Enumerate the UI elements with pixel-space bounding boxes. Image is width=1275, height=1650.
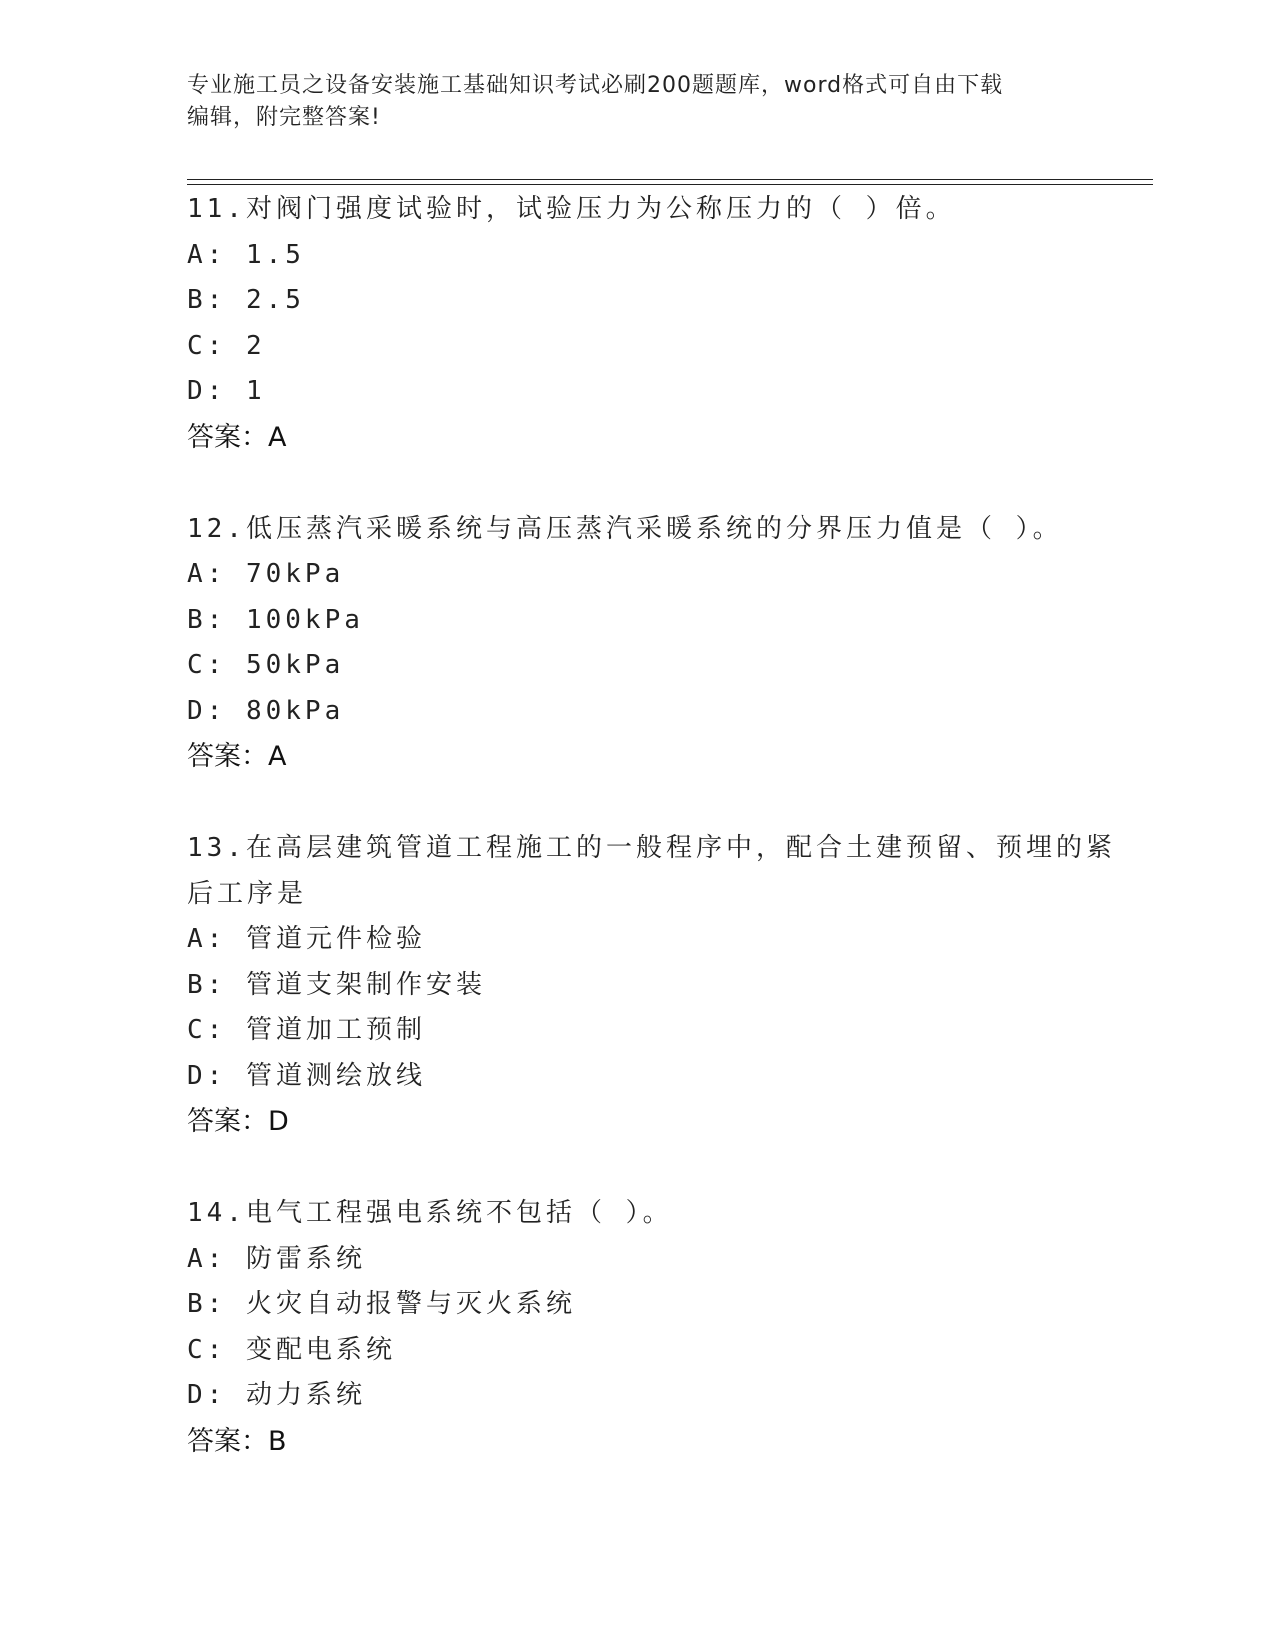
option-d: D: 动力系统 [187, 1380, 366, 1410]
question-stem [187, 507, 1107, 553]
header-divider-bottom [187, 184, 1153, 185]
question-list [187, 187, 1116, 1464]
header-divider-top [187, 179, 1153, 180]
question-stem-line: 后工序是 [187, 878, 308, 909]
spacer [187, 779, 1107, 826]
option-c: C: 管道加工预制 [187, 1015, 426, 1045]
option-a: A: 防雷系统 [187, 1243, 366, 1274]
header-line-2: 编辑，附完整答案! [187, 105, 381, 130]
answer-line: 答案：A [187, 741, 287, 772]
option-b: B: 火灾自动报警与灭火系统 [187, 1289, 576, 1319]
spacer [187, 1144, 1107, 1191]
option-b: B: 管道支架制作安装 [187, 969, 486, 1000]
option-a: A: 1.5 [187, 239, 305, 270]
question-stem-line: 11.对阀门强度试验时，试验压力为公称压力的（ ）倍。 [187, 194, 956, 224]
answer-line: 答案：A [187, 421, 287, 453]
document-header [187, 70, 1087, 134]
option-b: B: 2.5 [187, 285, 305, 315]
option-b: B: 100kPa [187, 604, 364, 635]
question-stem-line: 12.低压蒸汽采暖系统与高压蒸汽采暖系统的分界压力值是（ ）。 [187, 513, 1063, 544]
question-stem [187, 826, 1116, 917]
option-d: D: 80kPa [187, 695, 345, 726]
question-14 [187, 1191, 1107, 1464]
spacer [187, 460, 1107, 507]
question-stem [187, 1191, 1107, 1237]
option-a: A: 70kPa [187, 559, 345, 589]
option-a: A: 管道元件检验 [187, 924, 426, 954]
question-11 [187, 187, 1107, 460]
answer-line: 答案：B [187, 1425, 287, 1457]
question-13 [187, 826, 1116, 1144]
option-c: C: 50kPa [187, 650, 345, 680]
question-12 [187, 507, 1107, 780]
header-line-1: 专业施工员之设备安装施工基础知识考试必刷200题题库，word格式可自由下载 [187, 73, 1004, 98]
option-d: D: 1 [187, 376, 266, 406]
option-d: D: 管道测绘放线 [187, 1060, 426, 1091]
option-c: C: 变配电系统 [187, 1334, 396, 1365]
question-stem-line: 14.电气工程强电系统不包括（ ）。 [187, 1198, 673, 1228]
option-c: C: 2 [187, 330, 266, 361]
answer-line: 答案：D [187, 1106, 289, 1137]
question-stem [187, 187, 1107, 233]
question-stem-line: 13.在高层建筑管道工程施工的一般程序中，配合土建预留、预埋的紧 [187, 833, 1116, 863]
